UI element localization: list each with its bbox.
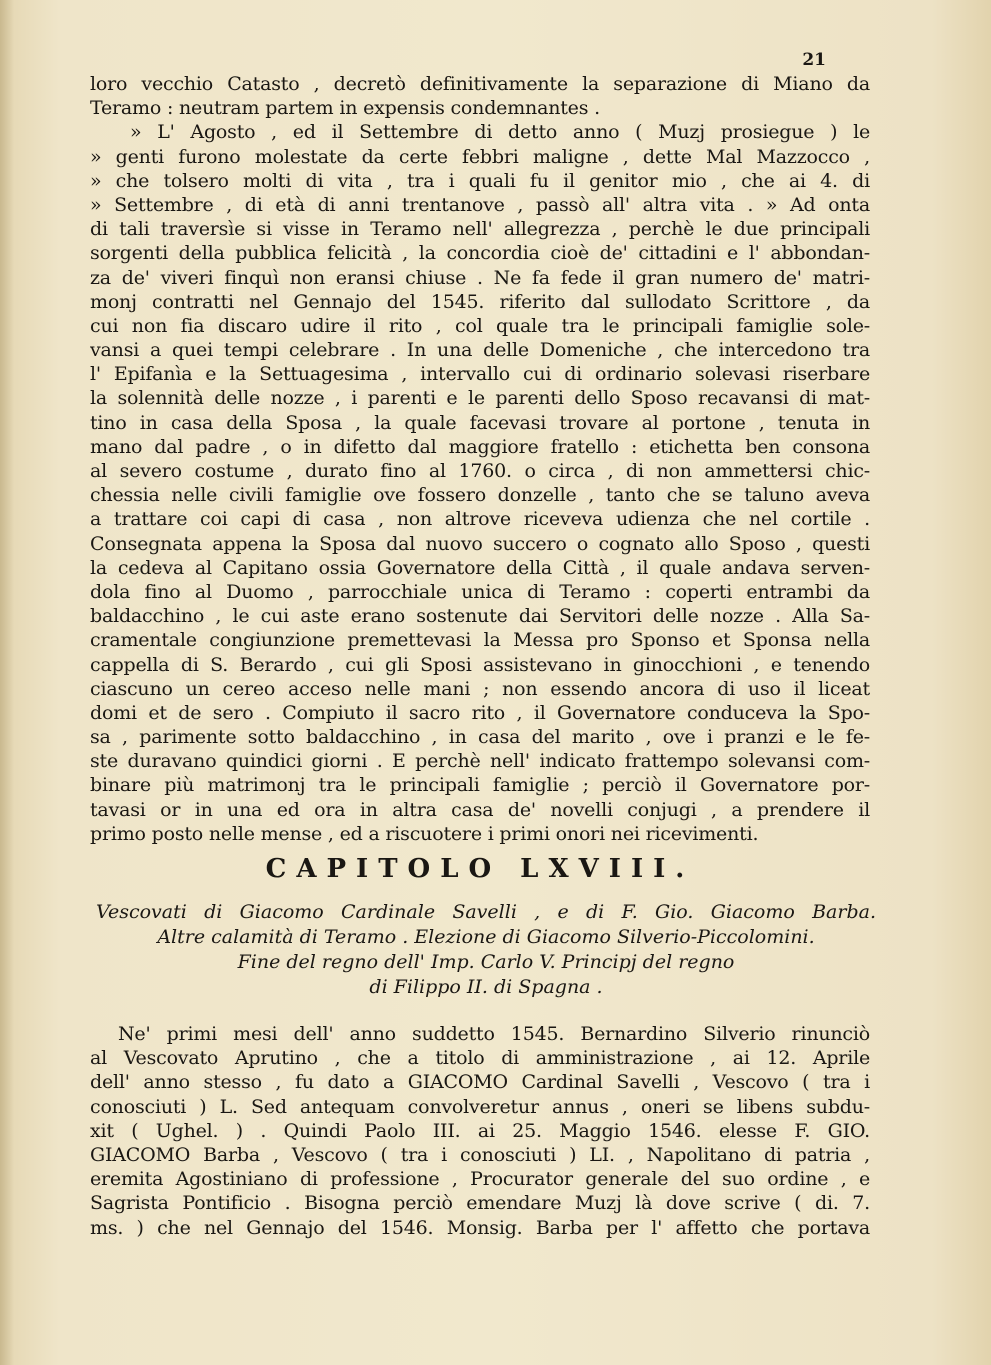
text-line: a trattare coi capi di casa , non altrove riceveva udienza che nel cortile . (90, 508, 870, 531)
text-line: dola fino al Duomo , parrocchiale unica di Teramo : coperti entrambi da (90, 580, 870, 603)
text-line: baldacchino , le cui aste erano sostenute dai Servitori delle nozze . Alla Sa- (90, 605, 870, 628)
text-line: Vescovati di Giacomo Cardinale Savelli , e di F. Gio. Giacomo Barba. (96, 901, 876, 923)
text-line: binare più matrimonj tra le principali famiglie ; perciò il Governatore por- (90, 774, 870, 797)
text-line: Fine del regno dell' Imp. Carlo V. Principj del regno (237, 951, 735, 973)
text-line: tavasi or in una ed ora in altra casa de' novelli conjugi , a prendere il (90, 798, 870, 821)
text-line: cramentale congiunzione premettevasi la Messa pro Sponso et Sponsa nella (90, 629, 870, 652)
text-line: Teramo : neutram partem in expensis condemnantes . (90, 97, 600, 120)
text-line: chessia nelle civili famiglie ove fossero donzelle , tanto che se taluno aveva (90, 484, 870, 507)
text-line: ciascuno un cereo acceso nelle mani ; non essendo ancora di uso il liceat (90, 677, 870, 700)
first-passage (90, 72, 870, 846)
text-line: ms. ) che nel Gennajo del 1546. Monsig. Barba per l' affetto che portava (90, 1216, 870, 1239)
text-line: Ne' primi mesi dell' anno suddetto 1545. Bernardino Silverio rinunciò (118, 1023, 870, 1045)
chapter-title: CAPITOLO LXVIII. (265, 854, 695, 884)
text-line: eremita Agostiniano di professione , Procurator generale del suo ordine , e (90, 1168, 870, 1191)
text-line: ste duravano quindici giorni . E perchè nell' indicato frattempo solevansi com- (90, 750, 870, 773)
text-line: dell' anno stesso , fu dato a GIACOMO Cardinal Savelli , Vescovo ( tra i (90, 1071, 870, 1094)
text-line: Consegnata appena la Sposa dal nuovo succero o cognato allo Sposo , questi (90, 532, 870, 555)
text-line: la cedeva al Capitano ossia Governatore della Città , il quale andava serven- (90, 556, 870, 579)
text-line: al severo costume , durato fino al 1760. o circa , di non ammettersi chic- (90, 460, 870, 482)
text-line: za de' viveri finquì non eransi chiuse . Ne fa fede il gran numero de' matri- (90, 266, 870, 289)
text-line: Altre calamità di Teramo . Elezione di Giacomo Silverio-Piccolomini. (157, 926, 815, 948)
text-line: domi et de sero . Compiuto il sacro rito , il Governatore conduceva la Spo- (90, 701, 870, 724)
text-line: » L' Agosto , ed il Settembre di detto anno ( Muzj prosiegue ) le (130, 121, 870, 144)
text-line: sorgenti della pubblica felicità , la concordia cioè de' cittadini e l' abbondan- (90, 242, 870, 265)
text-line: vansi a quei tempi celebrare . In una delle Domeniche , che intercedono tra (90, 339, 870, 362)
chapter-summary (96, 900, 876, 1000)
text-line: sa , parimente sotto baldacchino , in casa del marito , ove i pranzi e le fe- (90, 726, 870, 749)
second-passage (90, 1022, 870, 1240)
text-line: di tali traversìe si visse in Teramo nell' allegrezza , perchè le due principali (90, 218, 870, 241)
text-line: la solennità delle nozze , i parenti e le parenti dello Sposo recavansi di mat- (90, 387, 870, 410)
text-line: » che tolsero molti di vita , tra i quali fu il genitor mio , che ai 4. di (90, 169, 870, 192)
text-line: xit ( Ughel. ) . Quindi Paolo III. ai 25. Maggio 1546. elesse F. GIO. (90, 1119, 870, 1142)
text-line: loro vecchio Catasto , decretò definitivamente la separazione di Miano da (90, 73, 870, 95)
text-line: cappella di S. Berardo , cui gli Sposi assistevano in ginocchioni , e tenendo (90, 653, 870, 676)
text-line: tino in casa della Sposa , la quale facevasi trovare al portone , tenuta in (90, 411, 870, 434)
text-line: primo posto nelle mense , ed a riscuotere i primi onori nei ricevimenti. (90, 822, 759, 845)
text-line: di Filippo II. di Spagna . (369, 976, 603, 998)
text-line: GIACOMO Barba , Vescovo ( tra i conosciuti ) LI. , Napolitano di patria , (90, 1143, 870, 1166)
text-line: Sagrista Pontificio . Bisogna perciò emendare Muzj là dove scrive ( di. 7. (90, 1192, 870, 1215)
text-line: conosciuti ) L. Sed antequam convolveretur annus , oneri se libens subdu- (90, 1095, 870, 1118)
text-line: monj contratti nel Gennajo del 1545. riferito dal sullodato Scrittore , da (90, 290, 870, 313)
text-line: l' Epifanìa e la Settuagesima , intervallo cui di ordinario solevasi riserbare (90, 363, 870, 386)
text-line: al Vescovato Aprutino , che a titolo di amministrazione , ai 12. Aprile (90, 1047, 870, 1070)
page-number: 21 (802, 50, 826, 70)
text-line: mano dal padre , o in difetto dal maggiore fratello : etichetta ben consona (90, 435, 870, 458)
text-line: cui non fia discaro udire il rito , col quale tra le principali famiglie sole- (90, 314, 870, 337)
text-line: » genti furono molestate da certe febbri maligne , dette Mal Mazzocco , (90, 145, 870, 168)
page-spine-shadow (0, 0, 14, 1365)
text-line: » Settembre , di età di anni trentanove , passò all' altra vita . » Ad onta (90, 193, 870, 216)
